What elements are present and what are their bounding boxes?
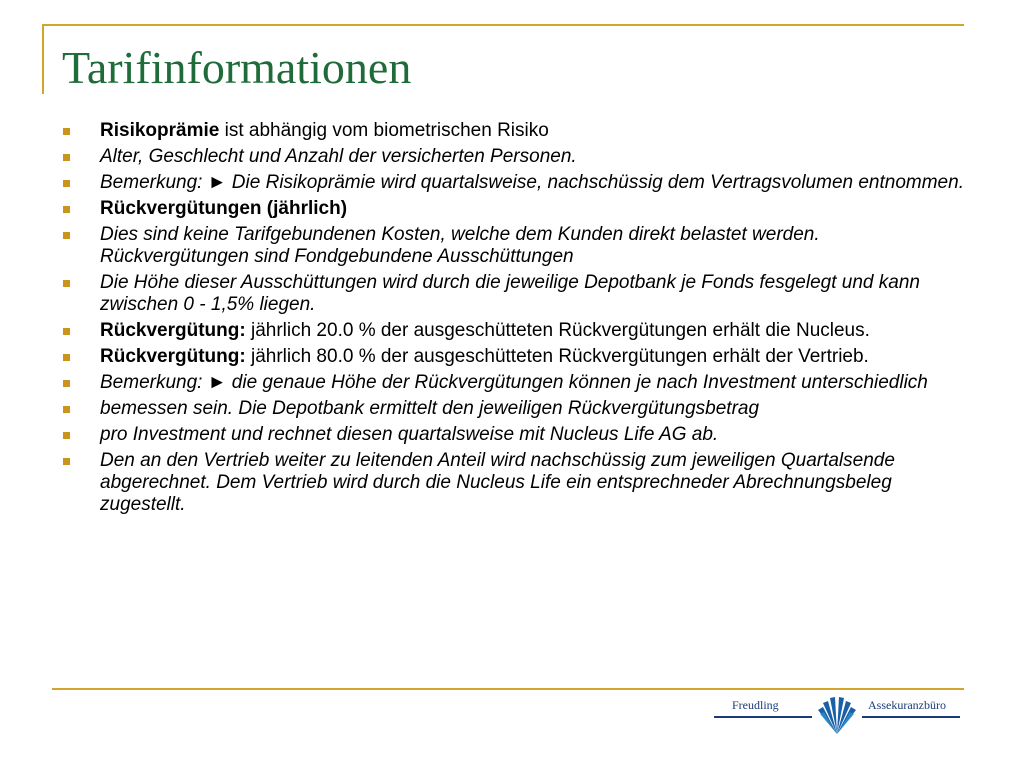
bullet-item [62, 198, 972, 220]
bullet-square-icon [63, 128, 70, 135]
bullet-item [62, 424, 972, 446]
bullet-text: jährlich 80.0 % der ausgeschütteten Rückvergütungen erhält der Vertrieb. [245, 346, 869, 367]
bullet-text: Die Höhe dieser Ausschüttungen wird durch die jeweilige Depotbank je Fonds fesgelegt und kann zwischen 0 - 1,5% liegen. [100, 272, 920, 315]
bullet-item [62, 172, 972, 194]
logo-underline-left [714, 716, 812, 718]
bullet-item [62, 120, 972, 142]
bullet-square-icon [63, 232, 70, 239]
bullet-square-icon [63, 154, 70, 161]
bullet-item [62, 398, 972, 420]
bullet-text: bemessen sein. Die Depotbank ermittelt den jeweiligen Rückvergütungsbetrag [100, 398, 760, 419]
slide-title: Tarifinformationen [62, 42, 412, 93]
bullet-item [62, 372, 972, 394]
bullet-text: Dies sind keine Tarifgebundenen Kosten, welche dem Kunden direkt belastet werden. Rückvergütungen sind Fondgebundene Ausschüttungen [100, 224, 820, 267]
bullet-text: pro Investment und rechnet diesen quartalsweise mit Nucleus Life AG ab. [100, 424, 719, 445]
bullet-lead: Rückvergütung: [100, 346, 246, 367]
bullet-item [62, 146, 972, 168]
bullet-lead: Risikoprämie [100, 120, 220, 141]
bullet-item [62, 320, 972, 342]
bullet-lead: Rückvergütungen (jährlich) [100, 198, 348, 219]
bullet-square-icon [63, 280, 70, 287]
bullet-item [62, 450, 972, 516]
frame-top-line [42, 24, 964, 26]
bullet-square-icon [63, 328, 70, 335]
bullet-square-icon [63, 206, 70, 213]
bullet-lead: Rückvergütung: [100, 320, 246, 341]
logo-underline-right [862, 716, 960, 718]
frame-left-line [42, 24, 44, 94]
bullet-text: Bemerkung: ► Die Risikoprämie wird quartalsweise, nachschüssig dem Vertragsvolumen entnommen. [100, 172, 964, 193]
bullet-square-icon [63, 354, 70, 361]
bullet-square-icon [63, 380, 70, 387]
bullet-text: Alter, Geschlecht und Anzahl der versicherten Personen. [100, 146, 577, 167]
logo-text-freudling: Freudling [732, 698, 779, 712]
bullet-text: ist abhängig vom biometrischen Risiko [219, 120, 549, 141]
bullet-square-icon [63, 458, 70, 465]
bullet-square-icon [63, 180, 70, 187]
bullet-square-icon [63, 432, 70, 439]
bullet-item [62, 224, 972, 268]
bullet-text: Den an den Vertrieb weiter zu leitenden Anteil wird nachschüssig zum jeweiligen Quartalsende abgerechnet. Dem Vertrieb wird durch die Nucleus Life ein entsprechneder Abrechnungsbeleg zugestellt. [100, 450, 895, 515]
footer-divider [52, 688, 964, 690]
logo-text-assekuranzbuero: Assekuranzbüro [868, 698, 946, 712]
bullet-item [62, 272, 972, 316]
company-logo [712, 694, 962, 740]
bullet-text: jährlich 20.0 % der ausgeschütteten Rückvergütungen erhält die Nucleus. [245, 320, 870, 341]
fan-logo-icon [814, 694, 860, 738]
bullet-square-icon [63, 406, 70, 413]
bullet-text: Bemerkung: ► die genaue Höhe der Rückvergütungen können je nach Investment unterschiedlich [100, 372, 928, 393]
bullet-list [62, 120, 972, 520]
bullet-item [62, 346, 972, 368]
